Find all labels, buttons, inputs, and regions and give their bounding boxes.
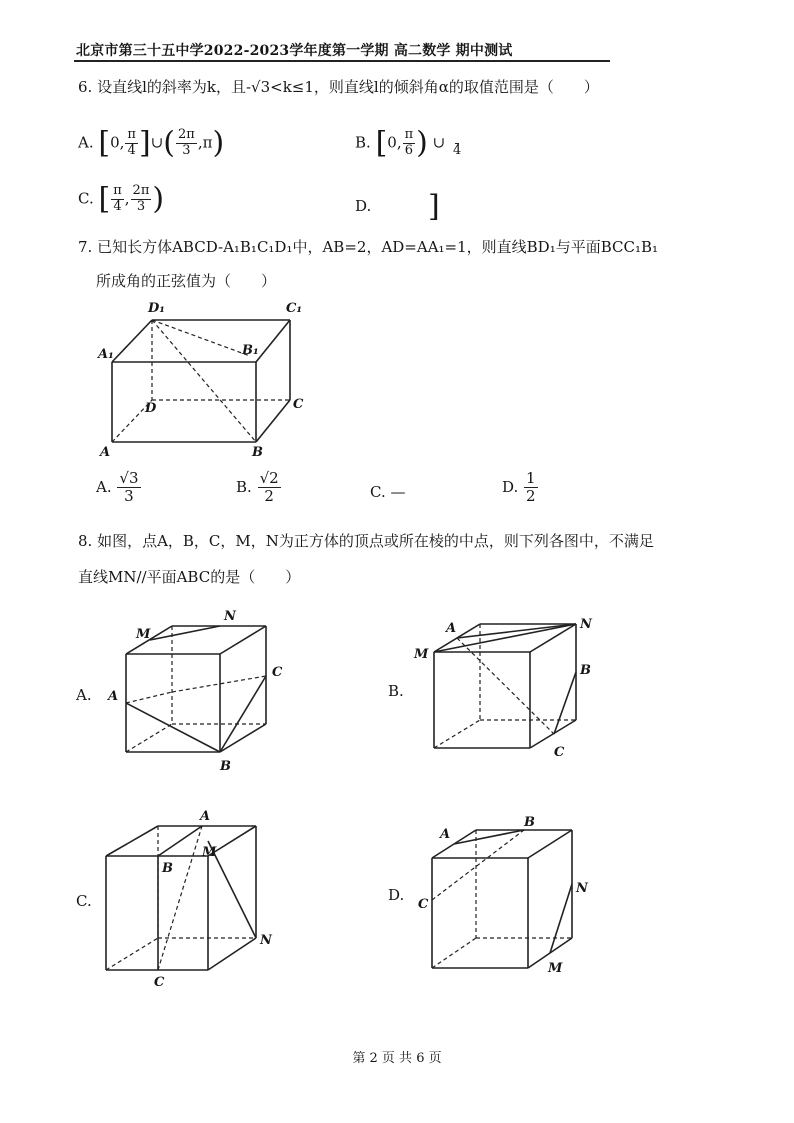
q7-option-a [96,470,142,506]
q8-figure-c-label: C. [76,892,92,910]
label-d1: D₁ [148,301,165,316]
q8-figure-a-label: A. [76,686,92,704]
point-a: A [200,809,211,824]
q7-a-den: 3 [124,487,134,506]
paren-icon: ) [212,125,225,161]
q6-c-frac2 [131,184,152,215]
q6-c-frac2-num: 2π [132,183,150,198]
label-d: D [145,401,157,416]
point-m: M [136,627,151,642]
point-n: N [580,617,592,632]
q6-c-frac1 [111,184,124,215]
point-b: B [162,861,173,876]
point-m: M [202,845,217,860]
q7-stem-line2: 所成角的正弦值为（ ） [96,272,277,290]
label-a1: A₁ [98,347,114,362]
q6-stem: 6. 设直线l的斜率为k，且-√3<k≤1，则直线l的倾斜角α的取值范围是（ ） [78,78,599,96]
q6-option-d-label: D. [355,197,372,215]
edge [112,320,152,362]
q6-option-b-label: B. [355,133,371,152]
q6-c-frac2-den: 3 [136,198,146,214]
label-a: A [100,445,111,460]
q7-option-b-label: B. [236,477,252,496]
q6-a-frac2-den: 3 [182,142,191,158]
point-c: C [272,665,283,680]
q7-stem-line1: 7. 已知长方体ABCD-A₁B₁C₁D₁中，AB=2，AD=AA₁=1，则直线BD₁与平面BCC₁B₁ [78,238,659,256]
q8-figure-a [100,606,300,776]
q7-d-den: 2 [526,487,536,506]
q7-option-c [370,483,406,501]
q7-a-num: √3 [119,469,139,487]
point-a: A [440,827,451,842]
point-b: B [220,759,231,774]
point-m: M [548,961,563,976]
q6-b-frac2-num [455,128,459,144]
bracket-icon: [ [98,125,111,161]
q8-figure-b-label: B. [388,682,404,700]
q6-b-frac2-den: 4 [452,142,462,158]
q7-d-frac [524,470,538,506]
q8-stem-line1: 8. 如图，点A，B，C，M，N为正方体的顶点或所在棱的中点，则下列各图中，不满足 [78,532,654,550]
q8-figure-d-label: D. [388,886,405,904]
q6-b-frac2 [451,128,463,159]
q7-option-d-label: D. [502,477,519,496]
q6-option-a-label: A. [78,133,94,152]
point-n: N [224,609,236,624]
q6-b-frac1 [403,128,416,159]
q7-b-den: 2 [264,487,274,506]
paren-icon: ( [163,125,175,161]
point-a: A [108,689,119,704]
header-rule [74,60,610,62]
bracket-icon: [ [98,181,111,217]
edge [256,400,290,442]
label-b1: B₁ [242,343,259,358]
q6-option-d [355,189,440,224]
point-b: B [580,663,591,678]
paren-icon: ) [416,125,428,161]
q8-figure-c [96,806,296,992]
q6-a-frac2-num: 2π [177,127,195,142]
q7-option-a-label: A. [96,477,112,496]
point-c: C [154,975,165,990]
point-b: B [524,815,535,830]
q6-a-frac2 [176,128,197,159]
q7-option-d [502,470,539,506]
bracket-icon: ] [428,189,440,224]
paren-icon: ) [152,181,165,217]
q7-b-frac [258,470,281,506]
q7-cuboid-figure [90,294,340,460]
point-c: C [554,745,565,760]
q6-option-c-label: C. [78,189,94,208]
q8-stem-line2: 直线MN//平面ABC的是（ ） [78,568,301,586]
point-a: A [446,621,457,636]
q6-option-c: C. [ $\frac{\pi}{4}$ , $\frac{2\pi}{3}$ ) [78,181,165,217]
q6-option-b: B. [0, $\frac{\pi}{6}$ ) ∪ 4 [355,125,462,161]
q6-b-frac1-den: 6 [404,142,414,158]
bracket-icon: [ [375,125,388,161]
q6-c-frac1-num: π [113,183,122,198]
q6-c-frac1-den: 4 [113,198,122,214]
point-c: C [418,897,429,912]
q8-figure-b [410,610,610,770]
q6-b-frac1-num: π [404,127,414,142]
q7-a-frac [117,470,140,506]
bracket-icon: ] [138,125,151,161]
page-footer: 第 2 页 共 6 页 [352,1051,442,1066]
q6-a-frac1-num: π [127,127,136,142]
point-n: N [260,933,272,948]
label-c1: C₁ [286,301,303,316]
q8-figure-d [412,812,612,976]
q7-b-num: √2 [259,469,279,487]
page-header: 北京市第三十五中学2022-2023学年度第一学期 高二数学 期中测试 [76,43,513,59]
q7-c-value: — [390,483,406,501]
point-m: M [414,647,429,662]
q6-a-tail: ,π [197,133,213,152]
q7-d-num: 1 [526,469,536,487]
edge [256,320,290,362]
q7-option-c-label: C. [370,483,386,501]
point-n: N [576,881,588,896]
q6-a-frac1 [125,128,138,159]
q6-option-a: A. [0, $\frac{\pi}{4}$ ]∪( $\frac{2\pi}{3}$ ,π) [78,125,225,161]
diagonal-bd1 [152,320,256,442]
label-b: B [252,445,263,460]
label-c: C [293,397,304,412]
q7-option-b [236,470,282,506]
q6-a-frac1-den: 4 [127,142,136,158]
